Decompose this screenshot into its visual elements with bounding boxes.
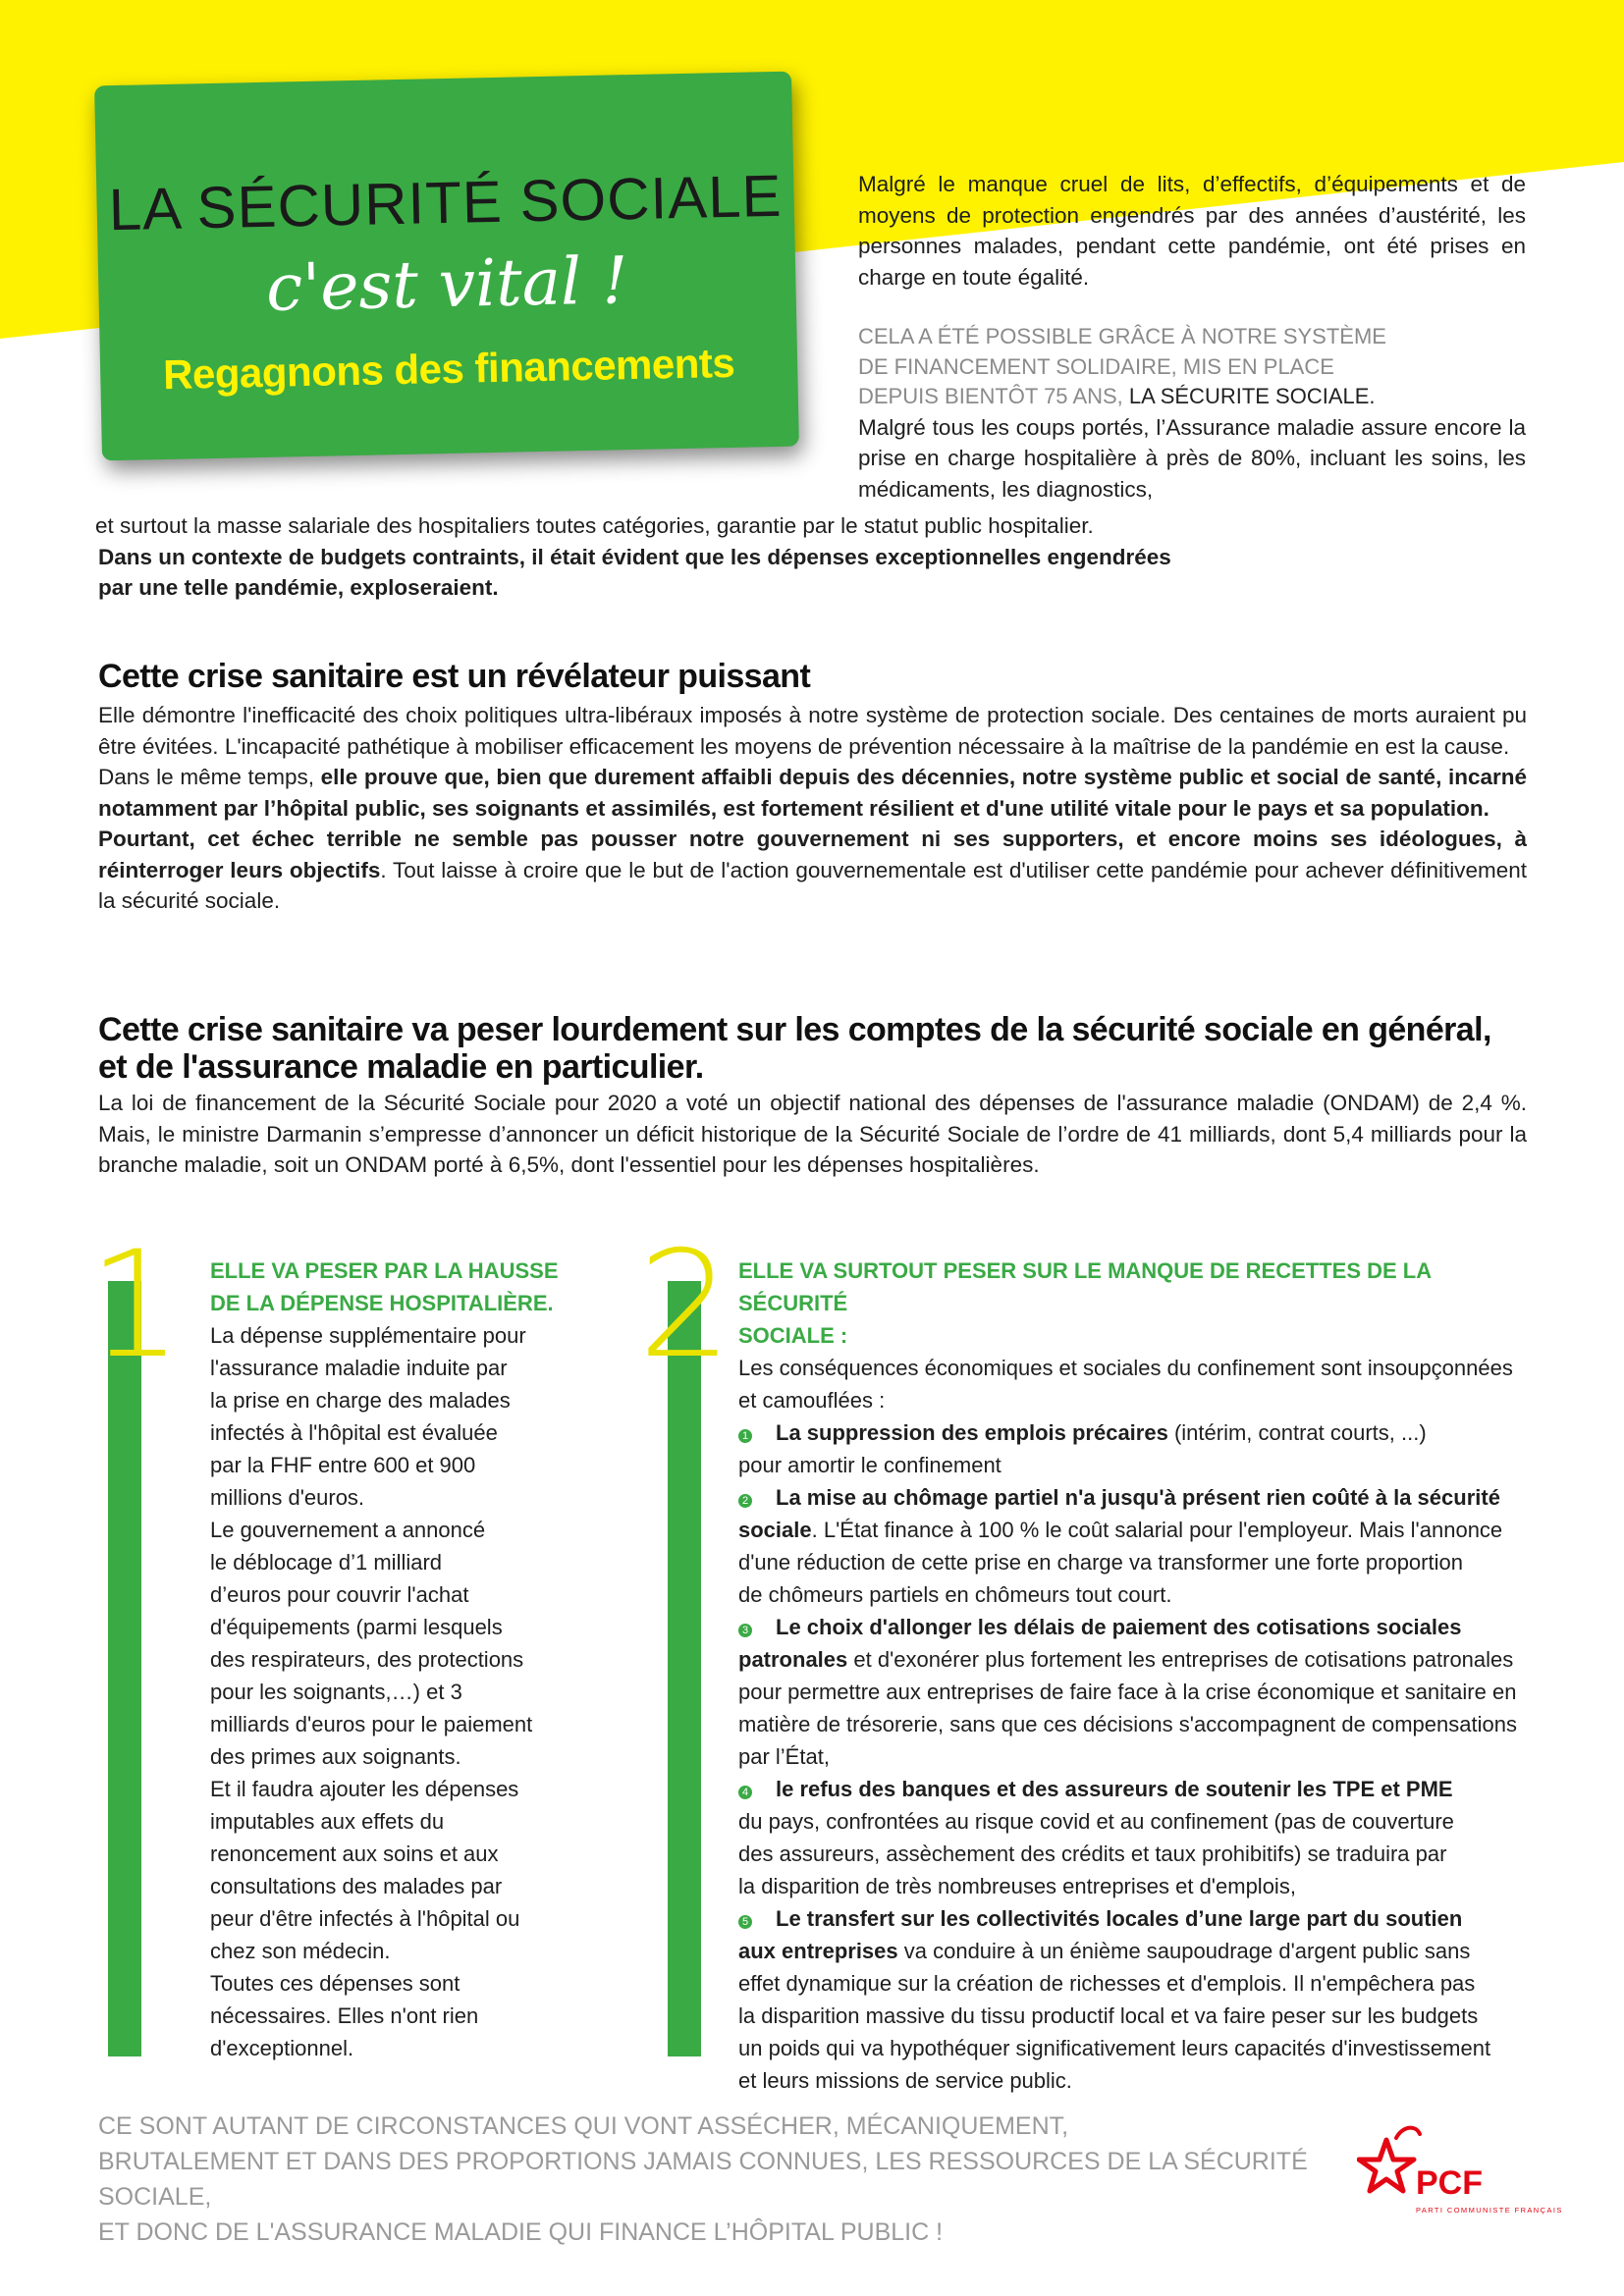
title-subtitle: Regagnons des financements	[162, 339, 735, 399]
intro-paragraph-3: et surtout la masse salariale des hospitaliers toutes catégories, garantie par le statut public hospitalier.	[95, 513, 1094, 538]
text-run: . L'État finance à 100 % le coût salarial pour l'employeur. Mais l'annonce	[811, 1518, 1503, 1542]
heading-line-2: et de l'assurance maladie en particulier.	[98, 1048, 704, 1086]
text-line: consultations des malades par	[210, 1874, 503, 1898]
bold-run: Le choix d'allonger les délais de paiement des cotisations sociales	[776, 1615, 1462, 1639]
text-line: des assureurs, assèchement des crédits et taux prohibitifs) se traduira par	[738, 1842, 1447, 1866]
bold-line-1: Dans un contexte de budgets contraints, il était évident que les dépenses exceptionnelles engendrées	[98, 544, 1171, 569]
bold-line-2: par une telle pandémie, exploseraient.	[98, 575, 499, 600]
column-revenue-loss	[738, 1255, 1534, 2097]
bold-run: La suppression des emplois précaires	[776, 1420, 1168, 1445]
text-line: des respirateurs, des protections	[210, 1647, 524, 1672]
intro-bold-statement	[98, 542, 1527, 604]
caps-line-2: DE FINANCEMENT SOLIDAIRE, MIS EN PLACE	[858, 353, 1334, 379]
footer-line-1: CE SONT AUTANT DE CIRCONSTANCES QUI VONT ASSÉCHER, MÉCANIQUEMENT,	[98, 2112, 1069, 2140]
section-paragraph: Elle démontre l'inefficacité des choix politiques ultra-libéraux imposés à notre système de protection sociale. Des centaines de morts auraient pu être évitées. L'incapacité pathétique à mobiliser efficacement les moyens de prévention nécessaire à la maîtrise de la pandémie en est la cause.	[98, 703, 1527, 759]
bullet-number-icon: 2	[738, 1494, 752, 1508]
column-hospital-spending	[210, 1255, 573, 2064]
section-heading: Cette crise sanitaire est un révélateur puissant	[98, 658, 811, 695]
text-line: Et il faudra ajouter les dépenses	[210, 1777, 519, 1801]
heading-line-1: ELLE VA PESER PAR LA HAUSSE	[210, 1258, 559, 1283]
bullet-item-2	[738, 1481, 1534, 1611]
bold-run: le refus des banques et des assureurs de soutenir les TPE et PME	[776, 1777, 1453, 1801]
text-line: la prise en charge des malades	[210, 1388, 511, 1413]
bold-run: patronales	[738, 1647, 848, 1672]
footer-line-2: BRUTALEMENT ET DANS DES PROPORTIONS JAMAIS CONNUES, LES RESSOURCES DE LA SÉCURITÉ SOCIALE,	[98, 2148, 1308, 2211]
big-number-2: 2	[638, 1220, 732, 1391]
text-line: la disparition de très nombreuses entreprises et d'emplois,	[738, 1874, 1296, 1898]
column-heading	[210, 1255, 573, 1319]
section-revelateur	[98, 658, 1527, 917]
logo-name: PCF	[1416, 2164, 1483, 2202]
text-run: va conduire à un énième saupoudrage d'argent public sans	[897, 1939, 1471, 1963]
bullet-item-4	[738, 1773, 1534, 1902]
text-line: du pays, confrontées au risque covid et au confinement (pas de couverture	[738, 1809, 1454, 1834]
section-comptes	[98, 1011, 1527, 1181]
text-line: imputables aux effets du	[210, 1809, 445, 1834]
text-line: millions d'euros.	[210, 1485, 365, 1510]
bold-run: aux entreprises	[738, 1939, 898, 1963]
column-heading	[738, 1255, 1534, 1352]
intro-paragraph-2: Malgré tous les coups portés, l’Assurance maladie assure encore la prise en charge hospitalière à près de 80%, incluant les soins, les médicaments, les diagnostics,	[858, 414, 1526, 502]
text-line: et leurs missions de service public.	[738, 2068, 1072, 2093]
text-line: effet dynamique sur la création de richesses et d'emplois. Il n'empêchera pas	[738, 1971, 1476, 1996]
text-line: l'assurance maladie induite par	[210, 1356, 508, 1380]
bullet-number-icon: 5	[738, 1915, 752, 1929]
text-line: des primes aux soignants.	[210, 1744, 461, 1769]
text-line: par l’État,	[738, 1744, 830, 1769]
intro-continuation	[95, 510, 1527, 604]
bullet-item-3	[738, 1611, 1534, 1773]
text-line: un poids qui va hypothéquer significativement leurs capacités d'investissement	[738, 2036, 1491, 2060]
text-line: de chômeurs partiels en chômeurs tout court.	[738, 1582, 1172, 1607]
bold-run: sociale	[738, 1518, 812, 1542]
text-line: par la FHF entre 600 et 900	[210, 1453, 476, 1477]
column-intro	[738, 1352, 1534, 1416]
text-line: d’euros pour couvrir l'achat	[210, 1582, 469, 1607]
heading-line-2: DE LA DÉPENSE HOSPITALIÈRE.	[210, 1291, 554, 1315]
text-run: . Tout laisse à croire que le but de l'action gouvernementale est d'utiliser cette pandémie pour achever définitivement la sécurité sociale.	[98, 857, 1527, 913]
text-line: Toutes ces dépenses sont	[210, 1971, 460, 1996]
green-accent-bar-1	[108, 1281, 141, 2056]
text-line: milliards d'euros pour le paiement	[210, 1712, 533, 1736]
text-line: peur d'être infectés à l'hôpital ou	[210, 1906, 520, 1931]
text-line: la disparition massive du tissu productif local et va faire peser sur les budgets	[738, 2003, 1479, 2028]
text-line: pour les soignants,…) et 3	[210, 1680, 462, 1704]
text-line: La dépense supplémentaire pour	[210, 1323, 526, 1348]
heading-line-2: SOCIALE :	[738, 1323, 848, 1348]
bold-run: La mise au chômage partiel n'a jusqu'à présent rien coûté à la sécurité	[776, 1485, 1500, 1510]
bullet-number-icon: 4	[738, 1786, 752, 1799]
text-line: nécessaires. Elles n'ont rien	[210, 2003, 479, 2028]
text-line: Les conséquences économiques et sociales du confinement sont insoupçonnées	[738, 1356, 1513, 1380]
caps-emphasis: LA SÉCURITE SOCIALE.	[1128, 384, 1376, 408]
heading-line-1: Cette crise sanitaire va peser lourdement sur les comptes de la sécurité sociale en général,	[98, 1011, 1491, 1048]
caps-line-3: DEPUIS BIENTÔT 75 ANS,	[858, 384, 1129, 408]
title-main: LA SÉCURITÉ SOCIALE	[108, 162, 784, 243]
text-line: chez son médecin.	[210, 1939, 391, 1963]
bullet-item-5	[738, 1902, 1534, 2097]
text-line: pour amortir le confinement	[738, 1453, 1001, 1477]
text-line: d'exceptionnel.	[210, 2036, 354, 2060]
text-line: Le gouvernement a annoncé	[210, 1518, 486, 1542]
section-heading	[98, 1011, 1527, 1086]
big-number-1: 1	[88, 1220, 183, 1391]
bold-run: elle prouve que, bien que durement affaibli depuis des décennies, notre système public et social de santé, incarné notamment par l’hôpital public, ses soignants et assimilés, est fortement résilient et d'une utilité vitale pour le pays et sa population.	[98, 765, 1528, 821]
bold-run: Le transfert sur les collectivités locales d’une large part du soutien	[776, 1906, 1463, 1931]
caps-line-1: CELA A ÉTÉ POSSIBLE GRÂCE À NOTRE SYSTÈME	[858, 324, 1386, 348]
section-paragraph	[98, 824, 1527, 917]
logo-subtitle: PARTI COMMUNISTE FRANÇAIS	[1416, 2206, 1563, 2215]
intro-paragraph: Malgré le manque cruel de lits, d’effectifs, d’équipements et de moyens de protection engendrés par des années d’austérité, les personnes malades, pendant cette pandémie, ont été prises en charge en toute égalité.	[858, 172, 1526, 290]
footer-statement	[98, 2109, 1375, 2250]
bold-run: Pourtant, cet échec terrible ne semble pas pousser notre gouvernement ni ses supporters, et encore moins ses idéologues, à réinterroger leurs objectifs	[98, 827, 1527, 882]
intro-column	[858, 169, 1526, 505]
bullet-number-icon: 1	[738, 1429, 752, 1443]
text-run: (intérim, contrat courts, ...)	[1167, 1420, 1427, 1445]
bullet-number-icon: 3	[738, 1624, 752, 1637]
text-run: Dans le même temps,	[98, 765, 321, 789]
bullet-item-1	[738, 1416, 1534, 1481]
text-line: infectés à l'hôpital est évaluée	[210, 1420, 498, 1445]
section-body	[98, 700, 1527, 917]
footer-line-3: ET DONC DE L'ASSURANCE MALADIE QUI FINANCE L’HÔPITAL PUBLIC !	[98, 2218, 944, 2246]
text-run: et d'exonérer plus fortement les entreprises de cotisations patronales	[847, 1647, 1514, 1672]
section-body: La loi de financement de la Sécurité Sociale pour 2020 a voté un objectif national des dépenses de l'assurance maladie (ONDAM) de 2,4 %. Mais, le ministre Darmanin s’empresse d’annoncer un déficit historique de la Sécurité Sociale de l’ordre de 41 milliards, dont 5,4 milliards pour la branche maladie, soit un ONDAM porté à 6,5%, dont l'essentiel pour les dépenses hospitalières.	[98, 1091, 1527, 1177]
text-line: d'une réduction de cette prise en charge va transformer une forte proportion	[738, 1550, 1463, 1575]
column-body	[210, 1319, 573, 2064]
text-line: d'équipements (parmi lesquels	[210, 1615, 503, 1639]
text-line: renoncement aux soins et aux	[210, 1842, 499, 1866]
title-tagline: c'est vital !	[265, 242, 629, 326]
heading-line-1: ELLE VA SURTOUT PESER SUR LE MANQUE DE RECETTES DE LA SÉCURITÉ	[738, 1258, 1432, 1315]
text-line: matière de trésorerie, sans que ces décisions s'accompagnent de compensations	[738, 1712, 1517, 1736]
green-accent-bar-2	[668, 1281, 701, 2056]
text-line: pour permettre aux entreprises de faire face à la crise économique et sanitaire en	[738, 1680, 1517, 1704]
text-line: et camouflées :	[738, 1388, 886, 1413]
text-line: le déblocage d’1 milliard	[210, 1550, 443, 1575]
title-box	[94, 72, 799, 461]
section-paragraph	[98, 762, 1527, 824]
intro-caps-statement	[858, 322, 1526, 412]
